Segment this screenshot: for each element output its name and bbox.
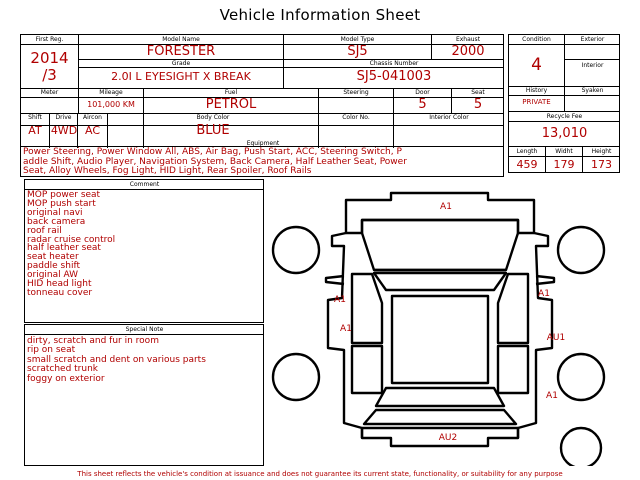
grade-value: 2.0I L EYESIGHT X BREAK — [111, 70, 251, 83]
roof — [392, 296, 488, 383]
footer-disclaimer: This sheet reflects the vehicle's condition at issuance and does not guarantee its current state, functionality, or suitability for any purpose — [77, 470, 563, 478]
chassis-value: SJ5-041003 — [356, 69, 432, 84]
spare-tire — [561, 428, 601, 466]
comment-line: half leather seat — [27, 243, 101, 254]
exterior-label: Exterior — [580, 36, 605, 43]
special-note-line: small scratch and dent on various parts — [27, 354, 206, 365]
recycle-fee-label: Recycle Fee — [546, 113, 583, 120]
exhaust-label: Exhaust — [455, 36, 481, 43]
length-label: Length — [516, 148, 538, 155]
model-name-value: FORESTER — [146, 44, 216, 59]
special-note-line: dirty, scratch and fur in room — [27, 336, 159, 346]
shift-value: AT — [28, 124, 42, 137]
body-color-value: BLUE — [196, 123, 230, 138]
body-color-label: Body Color — [196, 114, 230, 121]
aircon-value: AC — [84, 124, 100, 137]
wheel-front-left — [273, 227, 319, 273]
vehicle-damage-diagram — [266, 178, 620, 466]
interior-label: Interior — [581, 62, 604, 69]
door-label: Door — [415, 89, 430, 96]
first-reg-month: /3 — [42, 66, 57, 84]
comment-line: MOP power seat — [27, 190, 101, 200]
left-mirror — [326, 276, 344, 284]
seat-value: 5 — [473, 97, 483, 112]
aircon-label: Aircon — [83, 114, 102, 121]
history-value: PRIVATE — [522, 98, 551, 106]
drive-value: 4WD — [50, 124, 78, 137]
main-info-grid — [20, 34, 504, 147]
left-rear-door — [352, 346, 382, 393]
special-note-text — [27, 337, 206, 384]
right-rear-door — [498, 346, 528, 393]
front-windshield — [374, 273, 506, 290]
height-value: 173 — [591, 158, 612, 171]
mileage-value: 101,000 KM — [87, 100, 135, 109]
rear-hatch — [364, 410, 516, 424]
drive-label: Drive — [55, 114, 72, 121]
exhaust-value: 2000 — [451, 44, 485, 59]
wheel-front-right — [558, 227, 604, 273]
history-label: History — [525, 87, 548, 94]
wheel-rear-right — [558, 354, 604, 400]
right-front-door — [498, 274, 528, 343]
mark-right-front: A1 — [538, 289, 550, 299]
mark-right-bottom: A1 — [546, 391, 558, 401]
meter-label: Meter — [40, 89, 59, 96]
fuel-label: Fuel — [224, 89, 238, 96]
condition-value: 4 — [531, 55, 542, 75]
comment-line: original AW — [27, 270, 79, 281]
rear-windshield — [376, 388, 504, 406]
mark-left-front: A1 — [334, 295, 346, 305]
comment-line: MOP push start — [27, 198, 96, 209]
equipment-label: Equipment — [246, 140, 280, 147]
wheel-rear-left — [273, 354, 319, 400]
comment-line: back camera — [27, 216, 86, 227]
equipment-line: Power Steering, Power Window All, ABS, Air Bag, Push Start, ACC, Steering Switch, P — [23, 147, 402, 157]
length-value: 459 — [516, 158, 538, 171]
model-type-label: Model Type — [340, 36, 375, 43]
condition-label: Condition — [522, 36, 551, 43]
width-value: 179 — [553, 158, 575, 171]
model-name-label: Model Name — [162, 36, 200, 43]
shift-label: Shift — [28, 114, 42, 121]
comment-box — [24, 179, 264, 323]
comment-line: paddle shift — [27, 261, 80, 272]
interior-color-label: Interior Color — [429, 114, 469, 121]
comment-line: radar cruise control — [27, 234, 116, 245]
steering-label: Steering — [343, 89, 369, 96]
mark-right-rear: AU1 — [546, 333, 566, 343]
dimensions-box — [508, 147, 620, 173]
color-no-label: Color No. — [342, 114, 370, 121]
comment-line: tonneau cover — [27, 287, 93, 298]
left-front-door — [352, 274, 382, 343]
mark-center: A1 — [340, 324, 352, 334]
hood — [362, 220, 518, 270]
comment-text — [27, 191, 115, 298]
condition-box — [508, 34, 620, 87]
special-note-box — [24, 324, 264, 466]
chassis-label: Chassis Number — [369, 60, 419, 67]
equipment-line: addle Shift, Audio Player, Navigation System, Back Camera, Half Leather Seat, Power — [23, 156, 407, 167]
first-reg-year: 2014 — [30, 49, 69, 67]
special-note-line: rip on seat — [27, 345, 76, 356]
comment-line: original navi — [27, 207, 83, 218]
special-note-line: foggy on exterior — [27, 373, 105, 384]
front-bumper — [346, 193, 534, 233]
special-note-line: scratched trunk — [27, 364, 98, 375]
comment-line: seat heater — [27, 252, 79, 263]
equipment-line: Seat, Alloy Wheels, Fog Light, HID Light, Rear Spoiler, Roof Rails — [23, 166, 312, 176]
fuel-value: PETROL — [205, 97, 257, 112]
right-mirror — [536, 276, 554, 284]
model-type-value: SJ5 — [347, 44, 368, 59]
grade-label: Grade — [171, 60, 191, 67]
comment-label: Comment — [129, 181, 160, 188]
left-body-outline — [328, 233, 362, 438]
first-reg-label: First Reg. — [35, 36, 64, 43]
recycle-fee-value: 13,010 — [541, 126, 588, 141]
equipment-box — [20, 139, 504, 177]
page-title: Vehicle Information Sheet — [219, 6, 421, 24]
mark-top: A1 — [440, 202, 452, 212]
history-box — [508, 87, 620, 112]
mark-rear: AU2 — [438, 433, 458, 443]
syaken-label: Syaken — [581, 87, 604, 94]
door-value: 5 — [418, 97, 427, 112]
seat-label: Seat — [471, 89, 485, 96]
height-label: Height — [591, 148, 612, 155]
comment-line: roof rail — [27, 225, 62, 236]
width-label: Widht — [555, 148, 573, 155]
equipment-text — [23, 148, 407, 177]
special-note-label: Special Note — [125, 326, 164, 333]
comment-line: HID head light — [27, 279, 92, 290]
mileage-label: Mileage — [99, 89, 123, 96]
recycle-fee-box — [508, 112, 620, 147]
